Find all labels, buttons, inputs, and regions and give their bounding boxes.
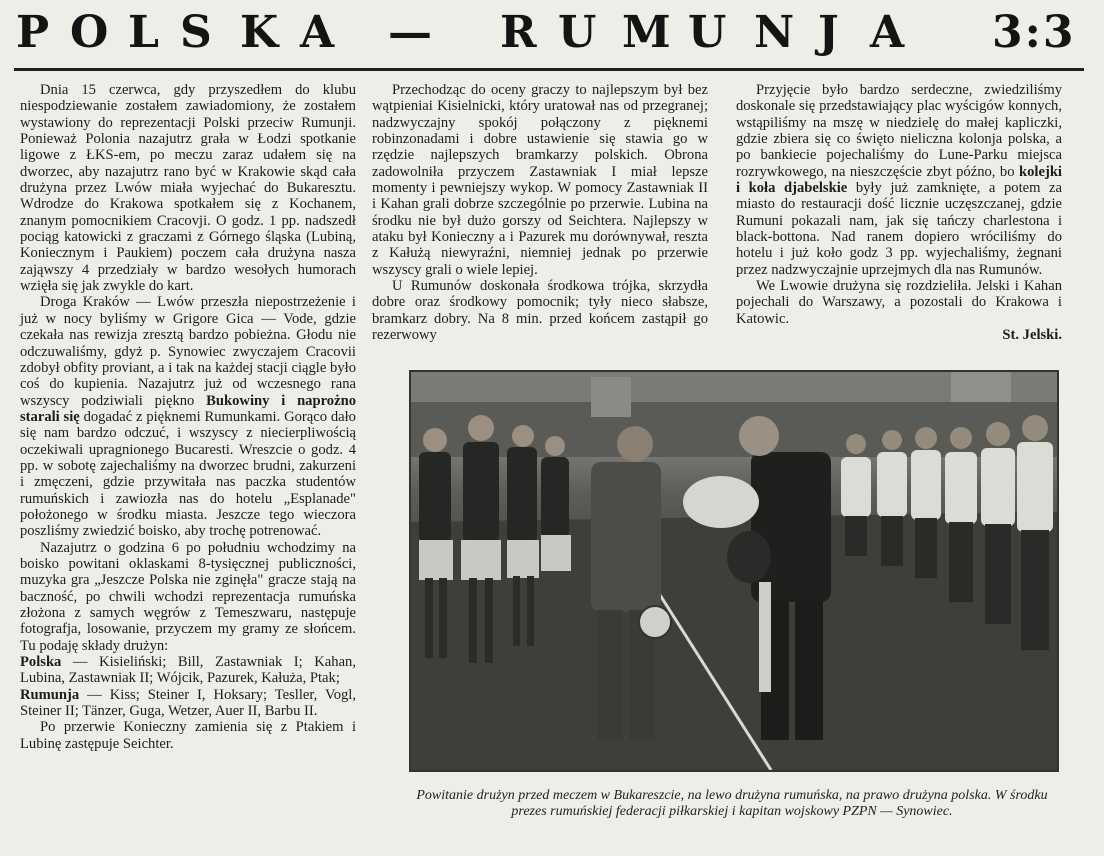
headline-letter: K bbox=[240, 7, 281, 58]
headline-letter: M bbox=[622, 7, 673, 58]
lineup-romania-players: — Kiss; Steiner I, Hoksary; Tesller, Vogl, Steiner II; Tänzer, Guga, Wetzer, Auer II, Barbu II. bbox=[20, 686, 356, 720]
headline-letter: 3:3 bbox=[992, 7, 1076, 58]
paragraph-text: Przyjęcie było bardzo serdeczne, zwiedziliśmy doskonale się przedstawiający plac wyścigów konnych, wstąpiliśmy na mszę w niedzielę do małej kapliczki, gdzie zbiera się co święto nieliczna kolonja polska, a po bankiecie pojechaliśmy do Lune-Parku miejsca rozrywkowego, na nieszczęście zbyt późno, bo bbox=[736, 82, 1062, 180]
team-name-poland: Polska bbox=[20, 654, 62, 671]
headline-letter: O bbox=[70, 7, 111, 58]
headline-letter: — bbox=[388, 7, 434, 58]
paragraph bbox=[736, 82, 1062, 278]
paragraph: Dnia 15 czerwca, gdy przyszedłem do klubu niespodziewanie zostałem zawiadomiony, że zostałem wystawiony do reprezentacji Polski przeciw Rumunji. Ponieważ Polonia nazajutrz grała w Łodzi spotkanie ligowe z ŁKS-em, po meczu zaraz udałem się na dworzec, aby nazajutrz rano być w Krakowie skąd cała drużyna przez Lwów miała wyjechać do Bukaresztu. Wdrodze do Krakowa spotkałem się z Kochanem, znanym pomocnikiem Cracovji. O godz. 1 pp. nadszedł pociąg katowicki z graczami z Górnego śląska (Lubiną, Koniecznym i Paukiem) poczem cała drużyna nasza zająwszy 4 przedziały w bardzo wesołych humorach wzięła się jak zwykle do kart. bbox=[20, 82, 356, 295]
bold-phrase: kolejki i koła djabelskie bbox=[736, 163, 1062, 197]
headline-letter: A bbox=[870, 7, 907, 58]
photo-illustration bbox=[411, 372, 1057, 770]
headline bbox=[0, 6, 1104, 60]
paragraph-text: były już zamknięte, a potem za miasto do restauracji dość licznie uczęszczanej, gdzie Rumuni pokazali nam, jak się tańczy charlestona i black-bottona. Nad ranem dopiero wróciliśmy do hotelu i już koło godz 3 pp. wyjechaliśmy, żegnani przez nadzwyczajnie uprzejmych dla nas Rumunów. bbox=[736, 180, 1062, 278]
paragraph: We Lwowie drużyna się rozdzieliła. Jelski i Kahan pojechali do Warszawy, a pozostali do Krakowa i Katowic. bbox=[736, 278, 1062, 327]
headline-letter: P bbox=[16, 7, 52, 58]
lineup-poland bbox=[20, 654, 356, 687]
photo-building bbox=[951, 372, 1011, 402]
photo-caption: Powitanie drużyn przed meczem w Bukareszcie, na lewo drużyna rumuńska, na prawo drużyna polska. W środku prezes rumuńskiej federacji piłkarskiej i kapitan wojskowy PZPN — Synowiec. bbox=[416, 788, 1048, 819]
headline-letter: S bbox=[180, 7, 214, 58]
paragraph: Nazajutrz o godzina 6 po południu wchodzimy na boisko powitani oklaskami 8-tysięcznej publiczności, muzyka gra „Jeszcze Polska nie zginęła" gracze stają na baczność, po chwili wchodzi reprezentacja rumuńska złożona z samych węgrów z Temeszwaru, następuje fotografja, losowanie, przyczem my gramy ze słońcem. Tu podaję składy drużyn: bbox=[20, 539, 356, 654]
headline-letter: N bbox=[754, 7, 797, 58]
team-greeting-photo bbox=[409, 370, 1059, 772]
article-column-1 bbox=[20, 82, 356, 752]
headline-letter: A bbox=[300, 7, 337, 58]
headline-rule bbox=[14, 68, 1084, 71]
headline-letter: U bbox=[688, 7, 729, 58]
paragraph: Po przerwie Konieczny zamienia się z Ptakiem i Lubinę zastępuje Seichter. bbox=[20, 719, 356, 752]
article-column-3 bbox=[736, 82, 1062, 344]
bold-phrase: Bukowiny i naprożno starali się bbox=[20, 392, 356, 425]
article-column-2 bbox=[372, 82, 708, 344]
headline-letter: L bbox=[128, 7, 161, 58]
author-signature: St. Jelski. bbox=[1002, 327, 1062, 344]
paragraph: Droga Kraków — Lwów przeszła niepostrzeżenie i już w nocy byliśmy w Grigore Gica — Vode, gdzie czekała nas rewizja zresztą bardzo pobieżna. Głodu nie odczuwaliśmy, gdyż p. Synowiec zwyczajem Cracovii zdobył obfity proviant, a i tak na każdej stacji ciągle było coś do kupienia. Nazajutrz już od wczesnego rana wszyscy podziwiali piękno Bukowiny i naprożno starali się dogadać z pięknemi Rumunkami. Gorąco dało się nam bardzo odczuć, i wszyscy z niecierpliwością oczekiwali upragnionego Bucaresti. Wreszcie o godz. 4 pp. w sobotę zajechaliśmy na dworzec brudni, zakurzeni i zmęczeni, gdzie przywitała nas paczka studentów rumuńskich i zawiozła nas do hotelu „Esplanade" położonego w środku miasta. Jeszcze tego wieczora poszliśmy zwiedzić boisko, aby trochę potrenować. bbox=[20, 294, 356, 540]
headline-letter: R bbox=[500, 7, 539, 58]
headline-letter: J bbox=[818, 7, 841, 58]
team-name-romania: Rumunja bbox=[20, 686, 80, 703]
paragraph: Przechodząc do oceny graczy to najlepszym był bez wątpieniai Kisielnicki, który uratował nas od przegranej; nadzwyczajny spokój połączony z pięknemi robinzonadami i dobre ustawienie się stawia go w rzędzie najlepszych bramkarzy polskich. Obrona zadowolniła przyczem Zastawniak I miał lepsze momenty i pewniejszy wykop. W pomocy Zastawniak II i Kahan grali dobrze szczególnie po przerwie. Lubina na środku nie był dużo gorszy od Seichtera. Najlepszy w ataku był Konieczny a i Pazurek mu dorównywał, reszta z Kałużą niewyraźni, niemniej jednak po przerwie wszyscy grali o wiele lepiej. bbox=[372, 82, 708, 278]
photo-building bbox=[591, 377, 631, 417]
headline-letter: U bbox=[558, 7, 599, 58]
lineup-poland-players: — Kisieliński; Bill, Zastawniak I; Kahan, Lubina, Zastawniak II; Wójcik, Pazurek, Kałuża, Ptak; bbox=[20, 654, 356, 687]
lineup-romania bbox=[20, 687, 356, 720]
paragraph: U Rumunów doskonała środkowa trójka, skrzydła dobre oraz środkowy pomocnik; tyły nieco słabsze, bramkarz dobry. Na 8 min. przed końcem zastąpił go rezerwowy bbox=[372, 278, 708, 344]
